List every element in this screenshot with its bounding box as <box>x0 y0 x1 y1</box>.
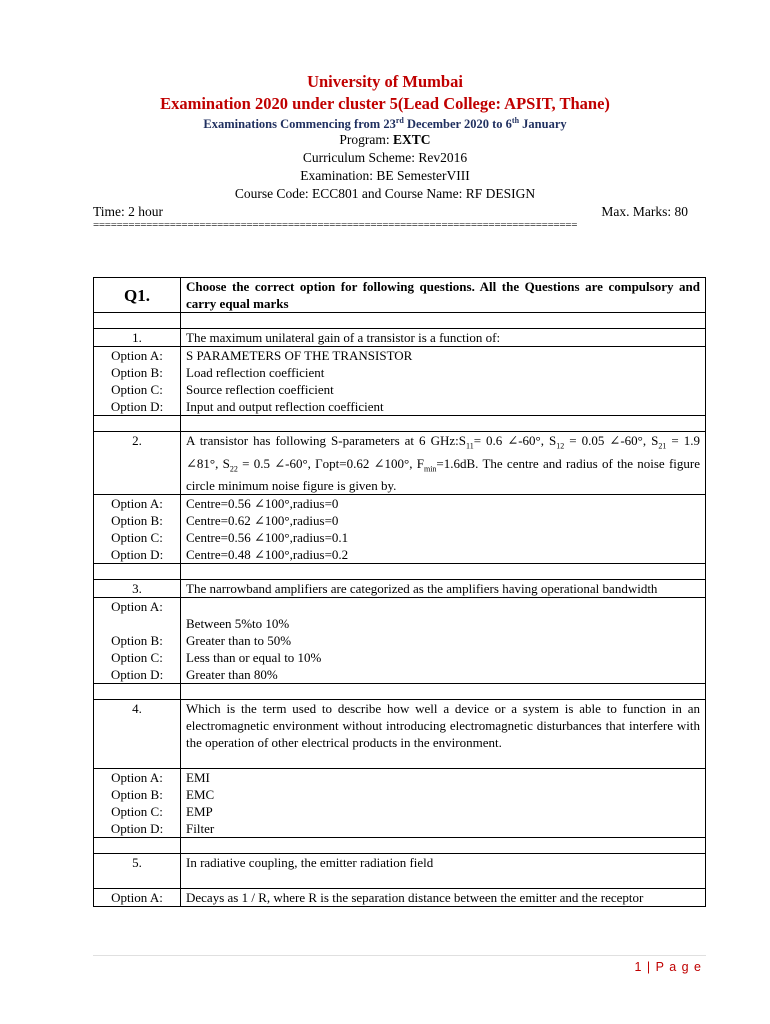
option-label: Option B: <box>94 512 181 529</box>
option-label: Option B: <box>94 364 181 381</box>
spacer-row <box>94 564 706 580</box>
option-row <box>94 529 706 546</box>
spacer-row <box>94 416 706 432</box>
option-label: Option D: <box>94 820 181 838</box>
option-label: Option A: <box>94 769 181 787</box>
option-label: Option D: <box>94 546 181 564</box>
option-label: Option B: <box>94 786 181 803</box>
option-row <box>94 649 706 666</box>
q1-instruction: Choose the correct option for following questions. All the Questions are compulsory and carry equal marks <box>181 278 706 313</box>
option-label: Option A: <box>94 598 181 633</box>
page-number: 1 | P a g e <box>634 960 702 974</box>
option-text: Centre=0.56 ∠100°,radius=0 <box>181 495 706 513</box>
question-text: The maximum unilateral gain of a transistor is a function of: <box>181 329 706 347</box>
q1-label: Q1. <box>94 278 181 313</box>
question-text: The narrowband amplifiers are categorized as the amplifiers having operational bandwidth <box>181 580 706 598</box>
q1-header-row <box>94 278 706 313</box>
option-text: Greater than to 50% <box>181 632 706 649</box>
option-text: Centre=0.62 ∠100°,radius=0 <box>181 512 706 529</box>
option-text: EMP <box>181 803 706 820</box>
option-label: Option D: <box>94 398 181 416</box>
option-row <box>94 889 706 907</box>
option-row <box>94 364 706 381</box>
question-row <box>94 580 706 598</box>
semester-line: Examination: BE SemesterVIII <box>300 168 470 183</box>
option-label: Option C: <box>94 381 181 398</box>
question-text: In radiative coupling, the emitter radiation field <box>181 854 706 889</box>
option-row <box>94 803 706 820</box>
option-text: Load reflection coefficient <box>181 364 706 381</box>
question-table <box>93 277 706 907</box>
time-allowed: Time: 2 hour <box>93 204 164 219</box>
curriculum-line: Curriculum Scheme: Rev2016 <box>302 150 468 165</box>
option-text: Less than or equal to 10% <box>181 649 706 666</box>
examination-title: Examination 2020 under cluster 5(Lead College: APSIT, Thane) <box>160 94 610 113</box>
option-row <box>94 632 706 649</box>
separator-rule: ================================================================================== <box>93 219 578 231</box>
max-marks: Max. Marks: 80 <box>601 204 688 219</box>
course-line: Course Code: ECC801 and Course Name: RF DESIGN <box>234 186 536 201</box>
commencing-line: Examinations Commencing from 23rd December 2020 to 6th January <box>203 116 567 132</box>
footer-divider <box>93 955 706 956</box>
program-line: Program: EXTC <box>339 132 431 147</box>
option-row <box>94 769 706 787</box>
question-text: Which is the term used to describe how well a device or a system is able to function in an electromagnetic environment without introducing electromagnetic disturbances that interfere with the operation of other electrical products in the environment. <box>181 700 706 769</box>
spacer-row <box>94 313 706 329</box>
question-row <box>94 700 706 769</box>
option-text: Decays as 1 / R, where R is the separation distance between the emitter and the receptor <box>181 889 706 907</box>
option-text: EMI <box>181 769 706 787</box>
option-label: Option D: <box>94 666 181 684</box>
question-number: 3. <box>94 580 181 598</box>
option-row <box>94 381 706 398</box>
option-text: Filter <box>181 820 706 838</box>
option-label: Option B: <box>94 632 181 649</box>
question-number: 5. <box>94 854 181 889</box>
question-row <box>94 854 706 889</box>
question-row <box>94 329 706 347</box>
option-text: Source reflection coefficient <box>181 381 706 398</box>
option-label: Option C: <box>94 803 181 820</box>
option-label: Option C: <box>94 649 181 666</box>
spacer-row <box>94 684 706 700</box>
option-row <box>94 786 706 803</box>
question-text: A transistor has following S-parameters at 6 $GHz:S_{11}= 0.6$ ∠-60°, $S_{12} = 0.05$ ∠-60°, $S_{21} = 1.9$ ∠81°, $S_{22} = 0.5$ ∠-60°, Γopt=0.62 ∠100°, $F_{min}=1.6dB$. The centre and radius of the noise figure circle minimum noise figure is given by. <box>181 432 706 495</box>
option-text: Input and output reflection coefficient <box>181 398 706 416</box>
option-row <box>94 666 706 684</box>
option-text: Centre=0.48 ∠100°,radius=0.2 <box>181 546 706 564</box>
option-text: Centre=0.56 ∠100°,radius=0.1 <box>181 529 706 546</box>
question-number: 2. <box>94 432 181 495</box>
option-text: S PARAMETERS OF THE TRANSISTOR <box>181 347 706 365</box>
option-label: Option A: <box>94 347 181 365</box>
option-row <box>94 820 706 838</box>
question-number: 1. <box>94 329 181 347</box>
option-text: Greater than 80% <box>181 666 706 684</box>
option-row <box>94 398 706 416</box>
option-row <box>94 495 706 513</box>
option-text: Between 5%to 10% <box>181 598 706 633</box>
option-text: EMC <box>181 786 706 803</box>
spacer-row <box>94 838 706 854</box>
question-number: 4. <box>94 700 181 769</box>
option-label: Option A: <box>94 889 181 907</box>
option-label: Option A: <box>94 495 181 513</box>
option-label: Option C: <box>94 529 181 546</box>
university-title: University of Mumbai <box>307 72 463 91</box>
option-row <box>94 347 706 365</box>
question-row <box>94 432 706 495</box>
option-row <box>94 598 706 633</box>
option-row <box>94 512 706 529</box>
option-row <box>94 546 706 564</box>
